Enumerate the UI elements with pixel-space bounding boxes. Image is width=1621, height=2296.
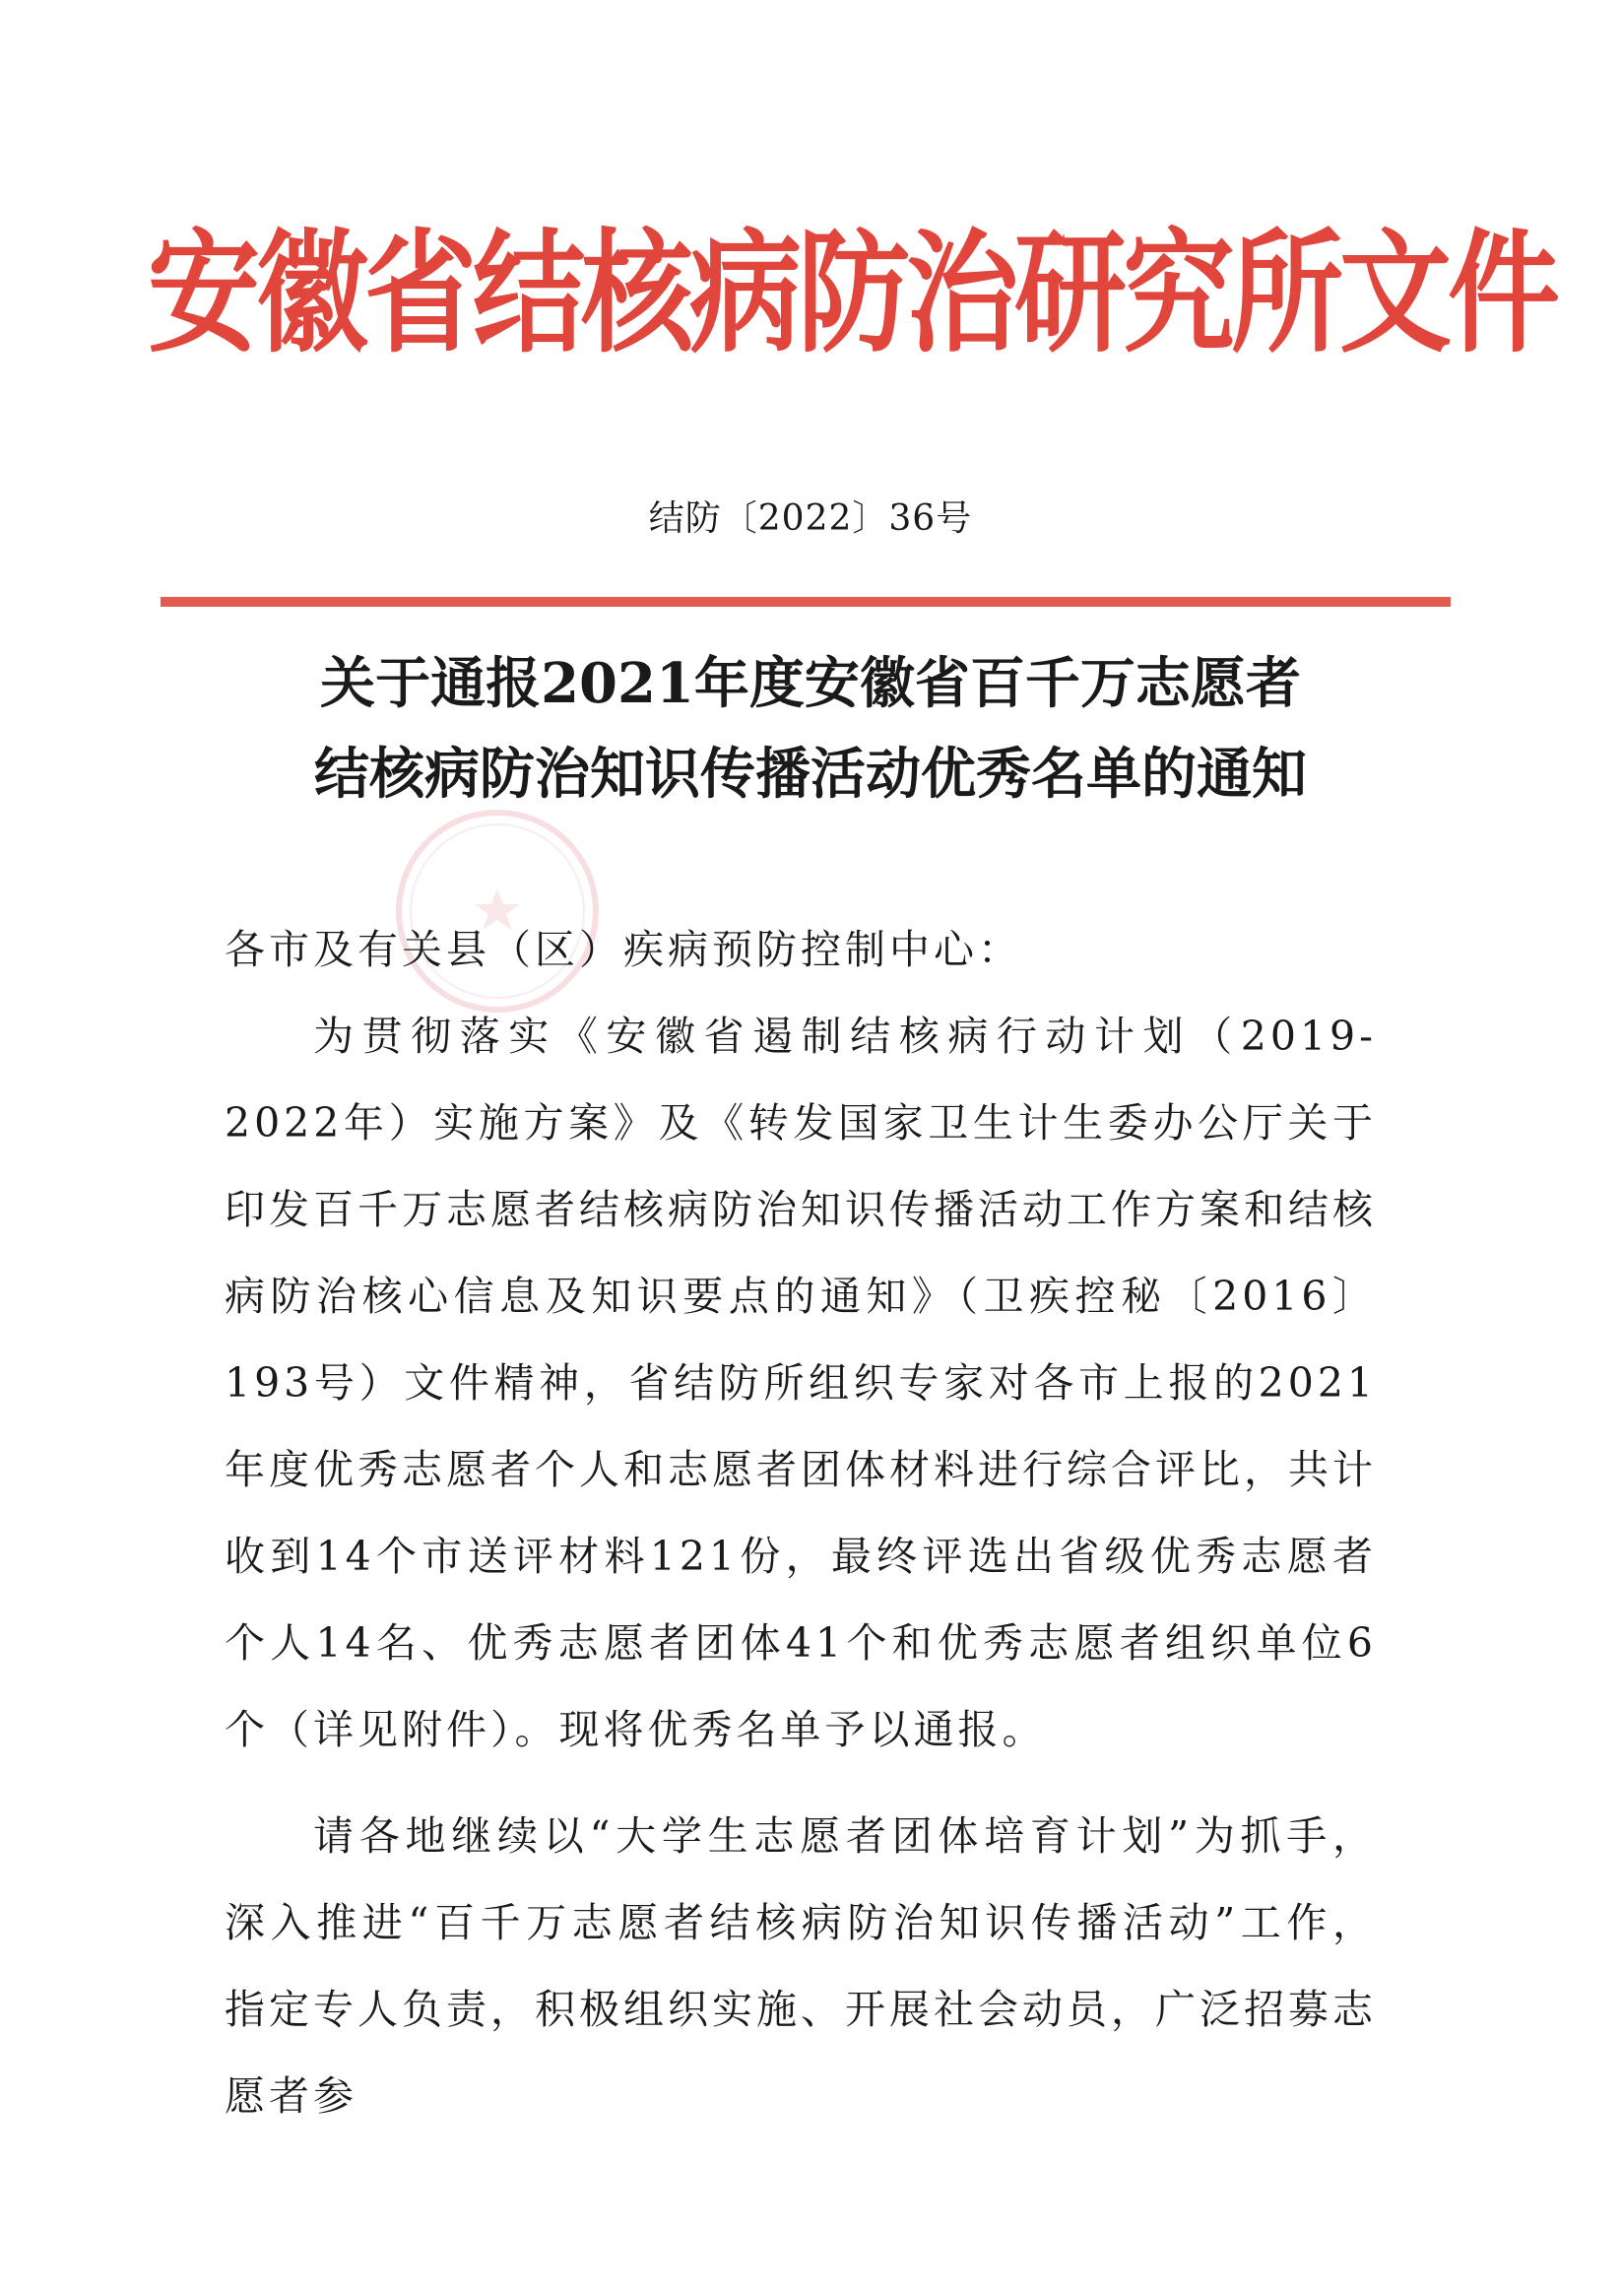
document-number: 结防〔2022〕36号 [648, 498, 973, 539]
body-paragraph-1: 为贯彻落实《安徽省遏制结核病行动计划（2019-2022年）实施方案》及《转发国家卫生计生委办公厅关于印发百千万志愿者结核病防治知识传播活动工作方案和结核病防治核心信息及知识要点的通知》（卫疾控秘〔2016〕193号）文件精神，省结防所组织专家对各市上报的2021年度优秀志愿者个人和志愿者团体材料进行综合评比，共计收到14个市送评材料121份，最终评选出省级优秀志愿者个人14名、优秀志愿者团体41个和优秀志愿者组织单位6个（详见附件）。现将优秀名单予以通报。 [225, 1013, 1377, 1753]
body-paragraph-2: 请各地继续以“大学生志愿者团体培育计划”为抓手，深入推进“百千万志愿者结核病防治知识传播活动”工作，指定专人负责，积极组织实施、开展社会动员，广泛招募志愿者参 [225, 1812, 1377, 2120]
notice-title [0, 638, 1621, 820]
notice-title-line-1: 关于通报2021年度安徽省百千万志愿者 [320, 651, 1301, 716]
notice-body [225, 906, 1377, 2139]
salutation: 各市及有关县（区）疾病预防控制中心： [225, 926, 1022, 973]
notice-title-line-2: 结核病防治知识传播活动优秀名单的通知 [314, 742, 1307, 807]
letterhead-title: 安徽省结核病防治研究所文件 [148, 216, 1557, 371]
red-divider-line [161, 597, 1451, 607]
